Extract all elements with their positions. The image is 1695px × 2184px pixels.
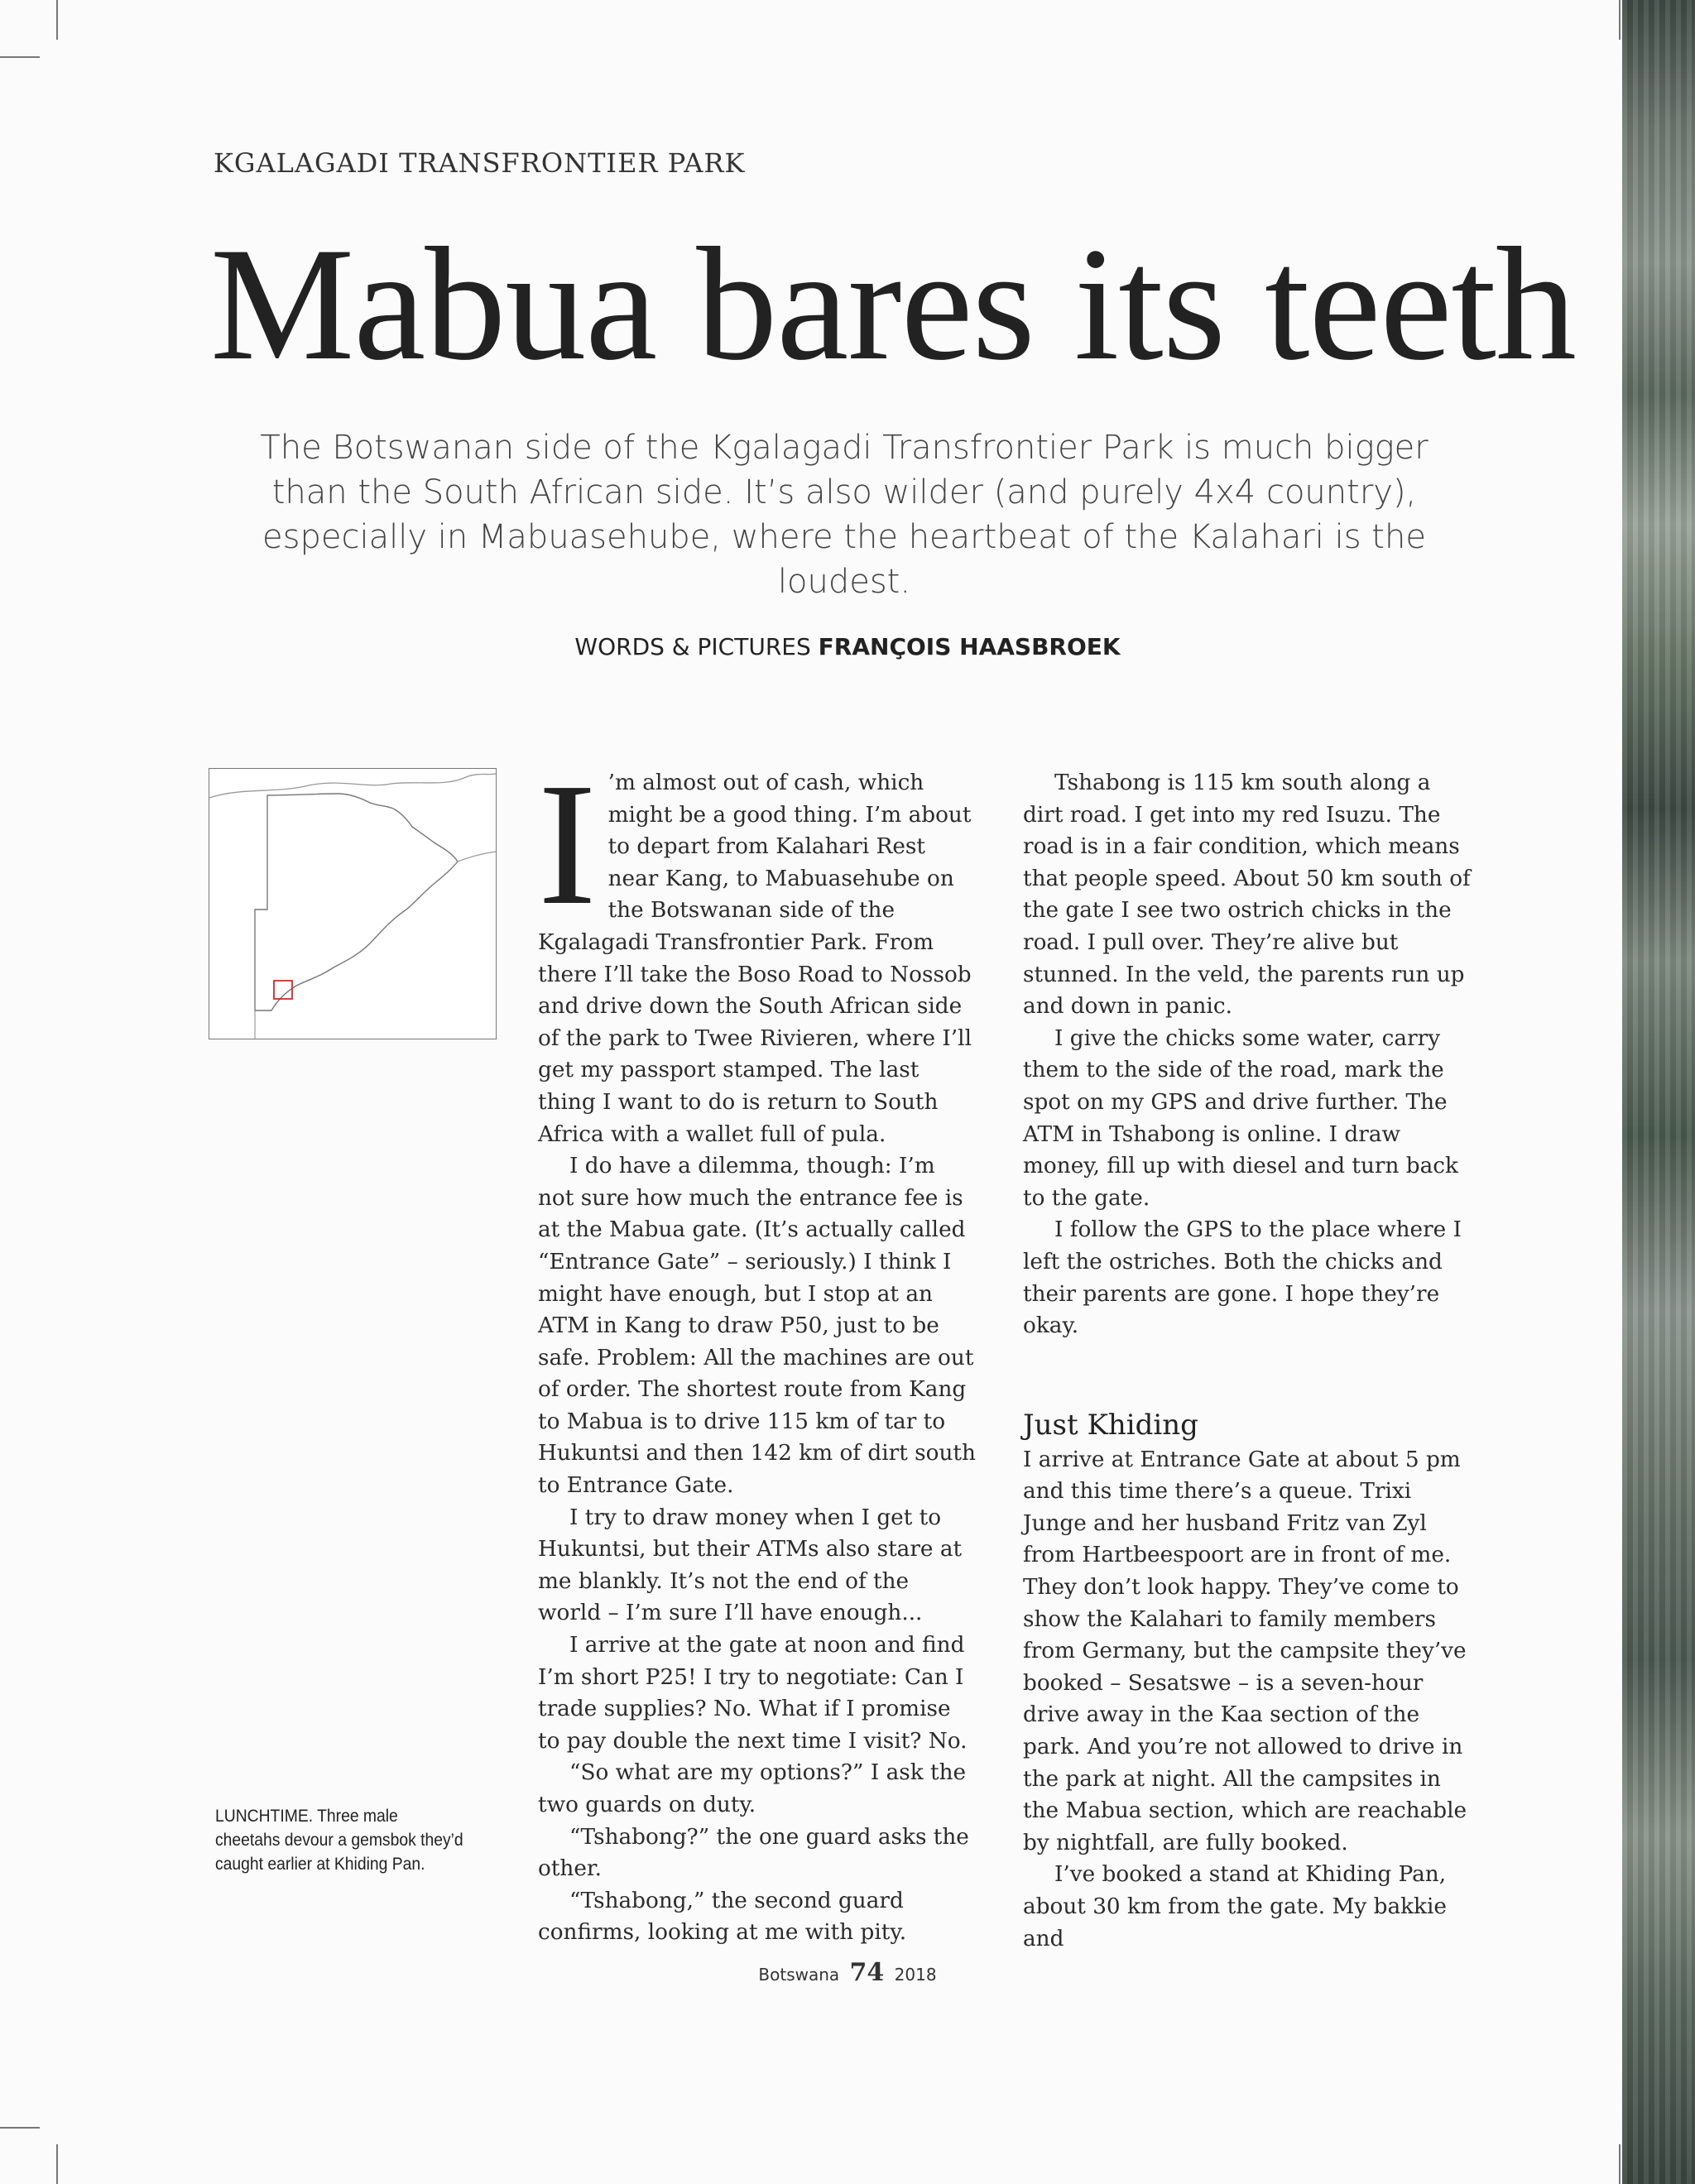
body-column-1 — [538, 746, 977, 1949]
paragraph: I do have a dilemma, though: I’m not sure how much the entrance fee is at the Mabua gate. (It’s actually called “Entrance Gate” – seriously.) I think I might have enough, but I stop at an ATM in Kang to draw P50, just to be safe. Problem: All the machines are out of order. The shortest route from Kang to Mabua is to drive 115 km of tar to Hukuntsi and then 142 km of dirt south to Entrance Gate. — [538, 1154, 976, 1499]
paragraph: ’m almost out of cash, which might be a good thing. I’m about to depart from Kalahari Rest near Kang, to Mabuasehube on the Botswanan side of the Kgalagadi Transfrontier Park. From there I’ll take the Boso Road to Nossob and drive down the South African side of the park to Twee Rivieren, where I’ll get my passport stamped. The last thing I want to do is return to South Africa with a wallet full of pula. — [538, 770, 972, 1147]
paragraph: I follow the GPS to the place where I left the ostriches. Both the chicks and their parents are gone. I hope they’re okay. — [1023, 1217, 1462, 1339]
headline: Mabua bares its teeth — [210, 214, 1576, 394]
folio-year: 2018 — [894, 1965, 937, 1985]
photo-caption: LUNCHTIME. Three male cheetahs devour a gemsbok they’d caught earlier at Khiding Pan. — [215, 1807, 463, 1874]
drop-cap: I — [538, 746, 597, 941]
byline-prefix: WORDS & PICTURES — [574, 633, 811, 660]
folio-publication: Botswana — [758, 1965, 840, 1985]
crop-mark-bottom-right-v — [1619, 2144, 1621, 2184]
paragraph: I give the chicks some water, carry them to the side of the road, mark the spot on my GPS and drive further. The ATM in Tshabong is online. I draw money, fill up with diesel and turn back to the gate. — [1023, 1025, 1458, 1211]
paragraph: “Tshabong?” the one guard asks the other. — [538, 1824, 969, 1882]
paragraph: I’ve booked a stand at Khiding Pan, about 30 km from the gate. My bakkie and — [1023, 1862, 1447, 1951]
page-number: 74 — [849, 1958, 885, 1987]
locator-map — [209, 768, 497, 1039]
paragraph: I arrive at the gate at noon and find I’m short P25! I try to negotiate: Can I trade supplies? No. What if I promise to pay double the next time I visit? No. — [538, 1633, 968, 1754]
crop-mark-bottom-left-h — [0, 2127, 40, 2129]
crop-mark-top-right-v — [1619, 0, 1621, 40]
body-column-2 — [1023, 767, 1474, 1955]
section-kicker: KGALAGADI TRANSFRONTIER PARK — [214, 147, 746, 179]
subheading: Just Khiding — [1023, 1408, 1198, 1442]
byline-author: FRANÇOIS HAASBROEK — [818, 633, 1121, 660]
paragraph: “So what are my options?” I ask the two guards on duty. — [538, 1760, 967, 1817]
paragraph: Tshabong is 115 km south along a dirt road. I get into my red Isuzu. The road is in a fair condition, which means that people speed. About 50 km south of the gate I see two ostrich chicks in the road. I pull over. They’re alive but stunned. In the veld, the parents run up and down in panic. — [1023, 770, 1471, 1020]
page-folio — [0, 1958, 1695, 1987]
photo-edge-strip — [1622, 0, 1695, 2184]
paragraph: I try to draw money when I get to Hukuntsi, but their ATMs also stare at me blankly. It’s not the end of the world – I’m sure I’ll have enough... — [538, 1505, 963, 1626]
crop-mark-top-left-h — [0, 56, 40, 58]
crop-mark-top-left-v — [56, 0, 58, 40]
crop-mark-bottom-left-v — [56, 2144, 58, 2184]
byline — [0, 633, 1695, 660]
paragraph: “Tshabong,” the second guard confirms, looking at me with pity. — [538, 1888, 907, 1946]
standfirst: The Botswanan side of the Kgalagadi Transfrontier Park is much bigger than the South African side. It’s also wilder (and purely 4x4 country), especially in Mabuasehube, where the heartbeat of the Kalahari is the loudest. — [260, 429, 1429, 601]
botswana-map-graphic — [209, 769, 496, 1039]
paragraph: I arrive at Entrance Gate at about 5 pm and this time there’s a queue. Trixi Junge and her husband Fritz van Zyl from Hartbeespoort are in front of me. They don’t look happy. They’ve come to show the Kalahari to family members from Germany, but the campsite they’ve booked – Sesatswe – is a seven-hour drive away in the Kaa section of the park. And you’re not allowed to drive in the park at night. All the campsites in the Mabua section, which are reachable by nightfall, are fully booked. — [1023, 1447, 1467, 1855]
